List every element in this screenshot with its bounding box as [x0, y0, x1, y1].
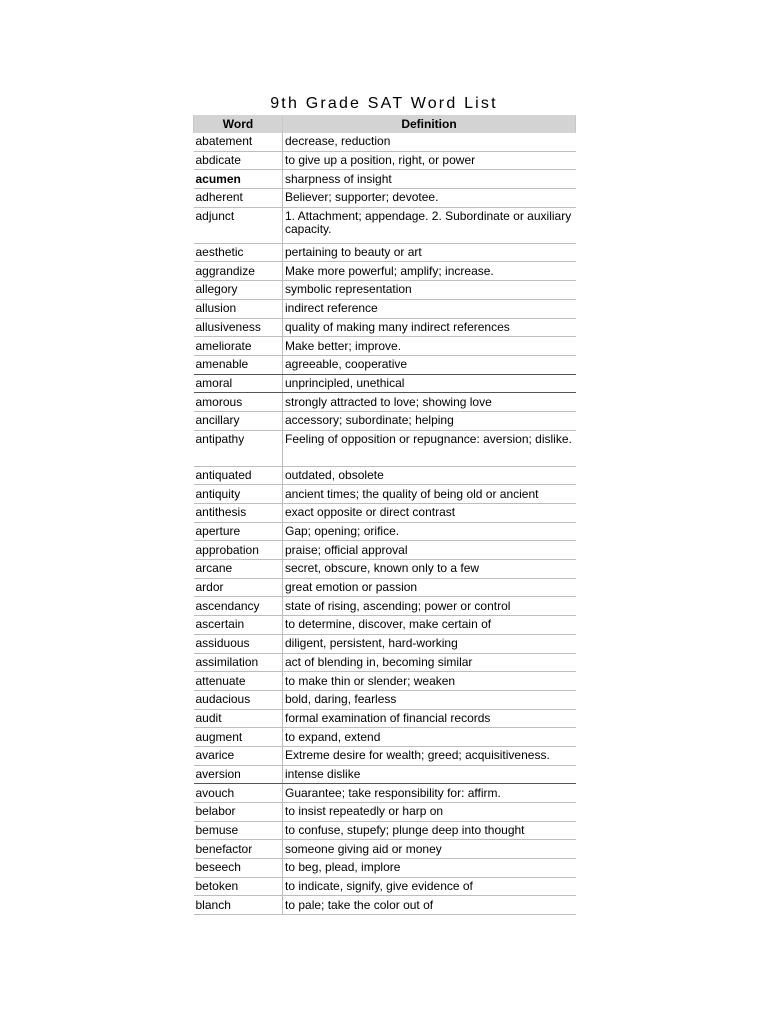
word-cell: allegory [194, 281, 283, 300]
definition-cell: to confuse, stupefy; plunge deep into thought [283, 821, 576, 840]
word-cell: amenable [194, 355, 283, 374]
word-cell: amorous [194, 393, 283, 412]
table-row [194, 262, 576, 281]
definition-cell: to make thin or slender; weaken [283, 672, 576, 691]
table-row [194, 207, 576, 243]
word-cell: bemuse [194, 821, 283, 840]
table-row [194, 821, 576, 840]
word-table [193, 115, 576, 915]
definition-cell: to insist repeatedly or harp on [283, 803, 576, 822]
word-cell: benefactor [194, 840, 283, 859]
table-row [194, 281, 576, 300]
definition-cell: 1. Attachment; appendage. 2. Subordinate or auxiliary capacity. [283, 207, 576, 243]
definition-cell: Extreme desire for wealth; greed; acquisitiveness. [283, 746, 576, 765]
column-header-word: Word [194, 115, 283, 133]
word-cell: abdicate [194, 151, 283, 170]
word-cell: arcane [194, 560, 283, 579]
table-row [194, 728, 576, 747]
word-cell: adjunct [194, 207, 283, 243]
word-cell: ascertain [194, 616, 283, 635]
word-cell: avouch [194, 784, 283, 803]
word-cell: ameliorate [194, 337, 283, 356]
word-cell: avarice [194, 746, 283, 765]
definition-cell: Guarantee; take responsibility for: affirm. [283, 784, 576, 803]
table-row [194, 578, 576, 597]
table-row [194, 430, 576, 466]
definition-cell: to beg, plead, implore [283, 859, 576, 878]
definition-cell: decrease, reduction [283, 133, 576, 151]
table-row [194, 672, 576, 691]
definition-cell: outdated, obsolete [283, 466, 576, 485]
word-cell: assiduous [194, 634, 283, 653]
table-row [194, 243, 576, 262]
definition-cell: Gap; opening; orifice. [283, 522, 576, 541]
definition-cell: formal examination of financial records [283, 709, 576, 728]
definition-cell: someone giving aid or money [283, 840, 576, 859]
word-cell: antiquated [194, 466, 283, 485]
table-row [194, 896, 576, 915]
table-row [194, 411, 576, 430]
table-row [194, 653, 576, 672]
definition-cell: unprincipled, unethical [283, 374, 576, 393]
table-row [194, 877, 576, 896]
table-row [194, 634, 576, 653]
definition-cell: pertaining to beauty or art [283, 243, 576, 262]
word-cell: antithesis [194, 504, 283, 523]
table-row [194, 616, 576, 635]
page-title: 9th Grade SAT Word List [270, 95, 498, 112]
word-cell: abatement [194, 133, 283, 151]
table-row [194, 859, 576, 878]
definition-cell: secret, obscure, known only to a few [283, 560, 576, 579]
word-cell: ancillary [194, 411, 283, 430]
word-cell: belabor [194, 803, 283, 822]
definition-cell: to indicate, signify, give evidence of [283, 877, 576, 896]
word-cell: allusion [194, 299, 283, 318]
table-header-row [194, 115, 576, 133]
table-row [194, 393, 576, 412]
table-row [194, 522, 576, 541]
table-row [194, 803, 576, 822]
table-row [194, 784, 576, 803]
word-cell: aesthetic [194, 243, 283, 262]
table-row [194, 560, 576, 579]
word-cell: blanch [194, 896, 283, 915]
definition-cell: ancient times; the quality of being old or ancient [283, 485, 576, 504]
word-cell: assimilation [194, 653, 283, 672]
table-row [194, 709, 576, 728]
table-row [194, 133, 576, 151]
table-row [194, 374, 576, 393]
table-row [194, 690, 576, 709]
word-cell: attenuate [194, 672, 283, 691]
table-row [194, 170, 576, 189]
word-cell: adherent [194, 189, 283, 208]
definition-cell: intense dislike [283, 765, 576, 784]
word-cell: approbation [194, 541, 283, 560]
definition-cell: state of rising, ascending; power or control [283, 597, 576, 616]
table-row [194, 355, 576, 374]
word-cell: antiquity [194, 485, 283, 504]
table-row [194, 504, 576, 523]
definition-cell: to give up a position, right, or power [283, 151, 576, 170]
column-header-definition: Definition [283, 115, 576, 133]
definition-cell: to pale; take the color out of [283, 896, 576, 915]
definition-cell: agreeable, cooperative [283, 355, 576, 374]
definition-cell: quality of making many indirect references [283, 318, 576, 337]
table-row [194, 466, 576, 485]
word-cell: beseech [194, 859, 283, 878]
definition-cell: indirect reference [283, 299, 576, 318]
word-cell: betoken [194, 877, 283, 896]
definition-cell: strongly attracted to love; showing love [283, 393, 576, 412]
definition-cell: exact opposite or direct contrast [283, 504, 576, 523]
word-cell: augment [194, 728, 283, 747]
table-row [194, 299, 576, 318]
definition-cell: symbolic representation [283, 281, 576, 300]
table-row [194, 318, 576, 337]
word-cell: aperture [194, 522, 283, 541]
definition-cell: Feeling of opposition or repugnance: aversion; dislike. [283, 430, 576, 466]
word-cell: aggrandize [194, 262, 283, 281]
definition-cell: accessory; subordinate; helping [283, 411, 576, 430]
table-row [194, 840, 576, 859]
word-cell: audit [194, 709, 283, 728]
definition-cell: to determine, discover, make certain of [283, 616, 576, 635]
table-row [194, 541, 576, 560]
definition-cell: act of blending in, becoming similar [283, 653, 576, 672]
word-cell: ascendancy [194, 597, 283, 616]
definition-cell: Make better; improve. [283, 337, 576, 356]
table-row [194, 746, 576, 765]
word-cell: ardor [194, 578, 283, 597]
definition-cell: great emotion or passion [283, 578, 576, 597]
definition-cell: bold, daring, fearless [283, 690, 576, 709]
table-row [194, 151, 576, 170]
table-row [194, 337, 576, 356]
word-cell: audacious [194, 690, 283, 709]
definition-cell: Make more powerful; amplify; increase. [283, 262, 576, 281]
table-row [194, 485, 576, 504]
definition-cell: Believer; supporter; devotee. [283, 189, 576, 208]
definition-cell: sharpness of insight [283, 170, 576, 189]
word-cell: acumen [194, 170, 283, 189]
definition-cell: diligent, persistent, hard-working [283, 634, 576, 653]
word-cell: antipathy [194, 430, 283, 466]
definition-cell: praise; official approval [283, 541, 576, 560]
table-row [194, 597, 576, 616]
table-row [194, 189, 576, 208]
word-cell: allusiveness [194, 318, 283, 337]
word-cell: aversion [194, 765, 283, 784]
definition-cell: to expand, extend [283, 728, 576, 747]
word-cell: amoral [194, 374, 283, 393]
table-row [194, 765, 576, 784]
